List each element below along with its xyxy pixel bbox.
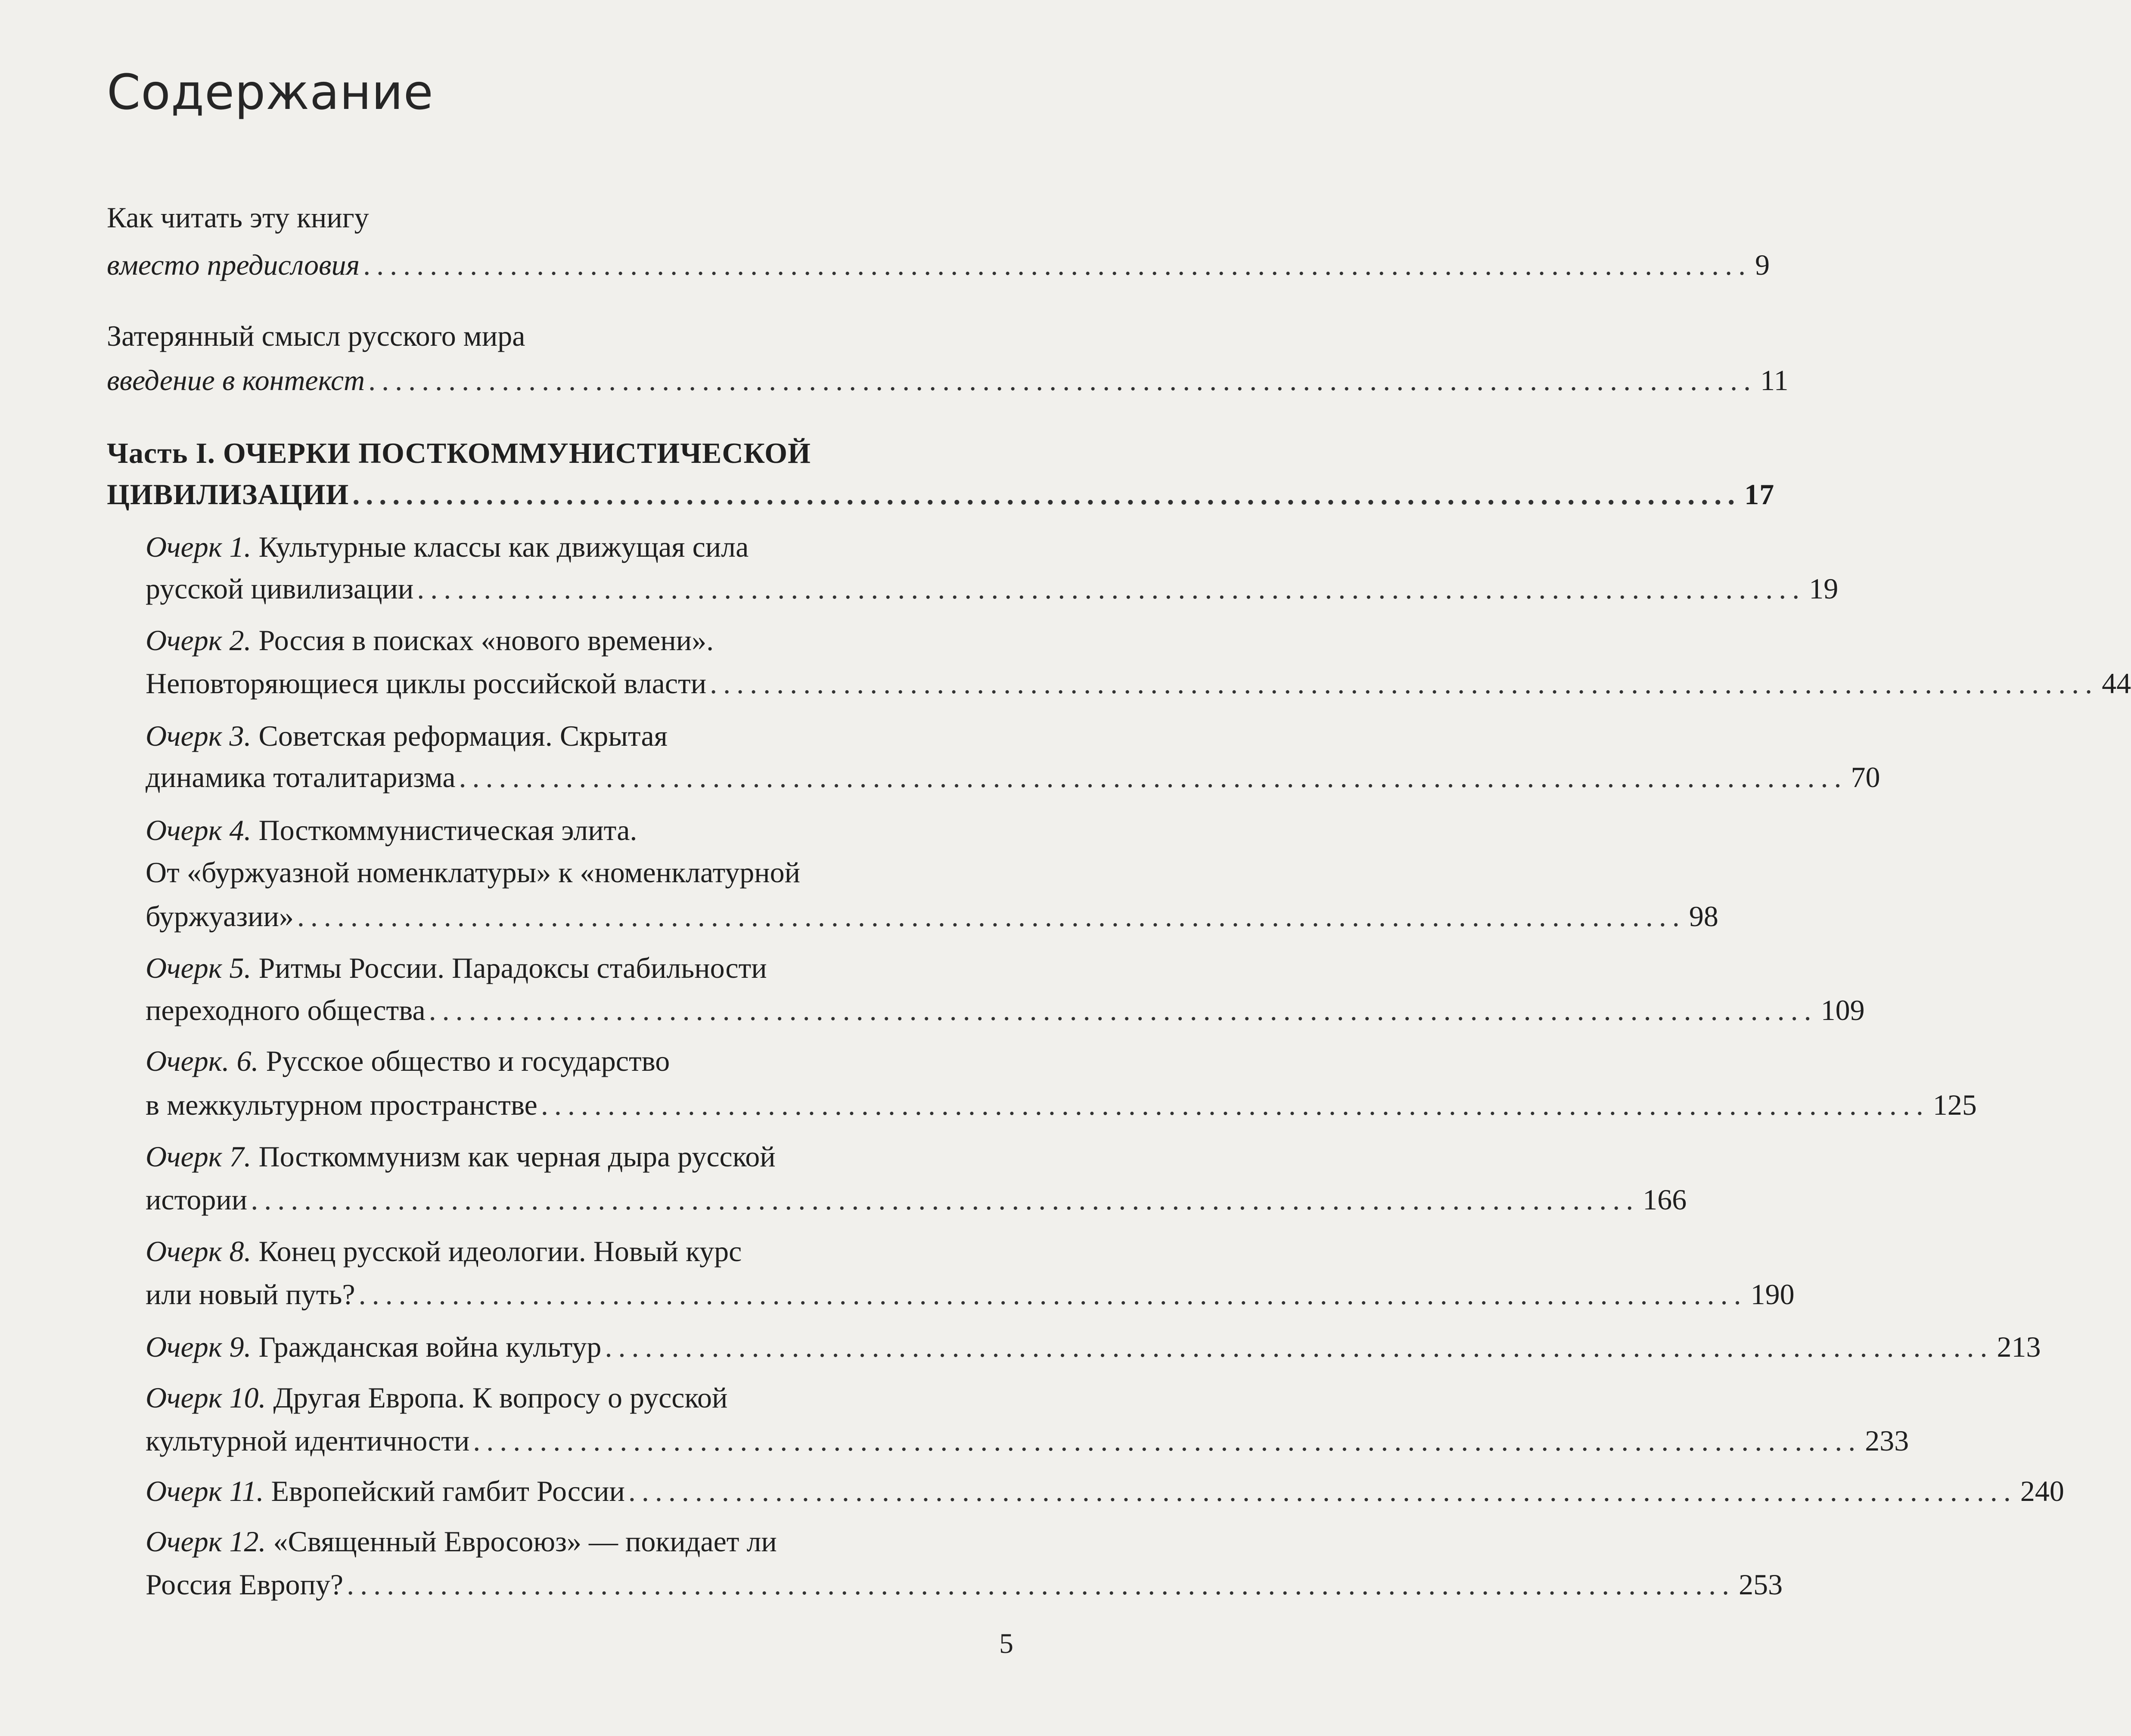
toc-essay-line xyxy=(146,1520,1013,1563)
toc-page-number: 213 xyxy=(1997,1330,2041,1363)
toc-essay-line xyxy=(146,525,1013,568)
essay-label: Очерк 4. xyxy=(146,814,252,846)
dot-leader: ........................................................................................................ xyxy=(459,761,1848,794)
essay-title: Посткоммунизм как черная дыра русской xyxy=(251,1140,776,1173)
essay-title-cont: буржуазии» xyxy=(146,900,294,933)
toc-essay-line: От «буржуазной номенклатуры» к «номенклатурной xyxy=(146,856,801,889)
essay-label: Очерк 10. xyxy=(146,1381,266,1414)
toc-intro-title: Как читать эту книгу xyxy=(107,201,369,234)
essay-title-cont: истории xyxy=(146,1183,248,1216)
toc-essay-entry xyxy=(146,1273,1795,1316)
essay-title: Другая Европа. К вопросу о русской xyxy=(266,1381,728,1414)
toc-page-number: 166 xyxy=(1643,1183,1687,1216)
toc-intro-subtitle: вместо предисловия xyxy=(107,248,360,281)
toc-essay-entry xyxy=(146,1178,1687,1221)
toc-essay-line xyxy=(146,1230,1013,1273)
essay-title: Посткоммунистическая элита. xyxy=(251,814,637,846)
toc-essay-entry xyxy=(146,662,2131,705)
toc-intro-subtitle: введение в контекст xyxy=(107,364,365,397)
essay-label: Очерк 5. xyxy=(146,952,252,984)
toc-essay-line xyxy=(146,1039,1013,1082)
toc-page-number: 109 xyxy=(1820,994,1865,1026)
toc-essay-line xyxy=(146,714,1013,757)
essay-label: Очерк 1. xyxy=(146,530,252,563)
dot-leader: ........................................................................................................ xyxy=(541,1088,1929,1121)
toc-essay-entry xyxy=(146,989,1865,1032)
part-title-cont: ЦИВИЛИЗАЦИИ xyxy=(107,478,349,511)
toc-essay-line xyxy=(146,1376,1013,1419)
toc-intro-entry xyxy=(107,359,1789,402)
dot-leader: ........................................................................................................ xyxy=(628,1475,2017,1507)
essay-title: Гражданская война культур xyxy=(251,1330,602,1363)
dot-leader: ........................................................................................................ xyxy=(473,1424,1862,1457)
toc-page-number: 240 xyxy=(2020,1475,2064,1507)
page-number: 5 xyxy=(999,1628,1013,1659)
essay-title-cont: переходного общества xyxy=(146,994,426,1026)
essay-title-cont: Россия Европу? xyxy=(146,1568,344,1601)
toc-essay-line xyxy=(146,619,1013,662)
toc-essay-entry xyxy=(146,1083,1977,1126)
essay-title: Россия в поисках «нового времени». xyxy=(251,624,714,657)
toc-page-number: 233 xyxy=(1865,1424,1909,1457)
essay-title: Европейский гамбит России xyxy=(264,1475,625,1507)
toc-essay-entry xyxy=(146,567,1839,610)
toc-page-number: 253 xyxy=(1739,1568,1783,1601)
toc-page-number: 19 xyxy=(1809,572,1839,605)
dot-leader: ........................................................................................................ xyxy=(363,248,1752,281)
page-title: Содержание xyxy=(107,65,434,121)
toc-intro-entry xyxy=(107,243,1770,286)
toc-essay-entry xyxy=(146,1563,1783,1606)
part-title-entry xyxy=(107,473,1775,516)
essay-label: Очерк 9. xyxy=(146,1330,252,1363)
toc-essay-entry xyxy=(146,895,1718,938)
toc-page-number: 9 xyxy=(1755,248,1770,281)
dot-leader: ........................................................................................................ xyxy=(429,994,1817,1026)
dot-leader: ........................................................................................................ xyxy=(358,1278,1747,1311)
essay-label: Очерк. 6. xyxy=(146,1045,259,1077)
dot-leader: ........................................................................................................ xyxy=(297,900,1686,933)
essay-title: Конец русской идеологии. Новый курс xyxy=(251,1235,742,1268)
essay-label: Очерк 8. xyxy=(146,1235,252,1268)
toc-essay-entry xyxy=(146,1325,2041,1368)
essay-title-full xyxy=(146,1469,625,1513)
toc-page-number: 98 xyxy=(1689,900,1718,933)
essay-title: Русское общество и государство xyxy=(258,1045,670,1077)
toc-essay-entry xyxy=(146,756,1880,799)
essay-title-cont: в межкультурном пространстве xyxy=(146,1088,537,1121)
toc-essay-entry xyxy=(146,1469,2064,1513)
dot-leader: ........................................................................................................ xyxy=(368,364,1757,397)
toc-essay-line xyxy=(146,809,1013,852)
toc-page-number: 125 xyxy=(1932,1088,1977,1121)
essay-title-cont: динамика тоталитаризма xyxy=(146,761,456,794)
toc-page-number: 17 xyxy=(1744,478,1775,511)
essay-title: Советская реформация. Скрытая xyxy=(251,719,668,752)
essay-label: Очерк 2. xyxy=(146,624,252,657)
essay-title-cont: культурной идентичности xyxy=(146,1424,470,1457)
essay-label: Очерк 7. xyxy=(146,1140,252,1173)
toc-essay-line xyxy=(146,946,1013,989)
essay-label: Очерк 12. xyxy=(146,1525,266,1558)
dot-leader: ........................................................................................................ xyxy=(251,1183,1640,1216)
toc-essay-entry xyxy=(146,1419,1909,1462)
essay-title: Ритмы России. Парадоксы стабильности xyxy=(251,952,767,984)
dot-leader: ........................................................................................................ xyxy=(352,478,1741,511)
toc-page-number: 11 xyxy=(1760,364,1789,397)
dot-leader: ........................................................................................................ xyxy=(710,667,2099,700)
essay-title-full xyxy=(146,1325,601,1368)
dot-leader: ........................................................................................................ xyxy=(605,1330,1994,1363)
essay-label: Очерк 11. xyxy=(146,1475,264,1507)
toc-page-number: 190 xyxy=(1750,1278,1795,1311)
toc-page-number: 70 xyxy=(1851,761,1880,794)
toc-essay-line xyxy=(146,1135,1013,1178)
essay-title-cont: или новый путь? xyxy=(146,1278,355,1311)
part-title: Часть I. ОЧЕРКИ ПОСТКОММУНИСТИЧЕСКОЙ xyxy=(107,437,811,469)
essay-title-cont: русской цивилизации xyxy=(146,572,414,605)
essay-title: Культурные классы как движущая сила xyxy=(251,530,749,563)
toc-page-number: 44 xyxy=(2102,667,2131,700)
essay-title: «Священный Евросоюз» — покидает ли xyxy=(266,1525,777,1558)
dot-leader: ........................................................................................................ xyxy=(417,572,1806,605)
toc-intro-title: Затерянный смысл русского мира xyxy=(107,319,525,352)
essay-label: Очерк 3. xyxy=(146,719,252,752)
essay-title-cont: Неповторяющиеся циклы российской власти xyxy=(146,667,707,700)
dot-leader: ........................................................................................................ xyxy=(347,1568,1736,1601)
